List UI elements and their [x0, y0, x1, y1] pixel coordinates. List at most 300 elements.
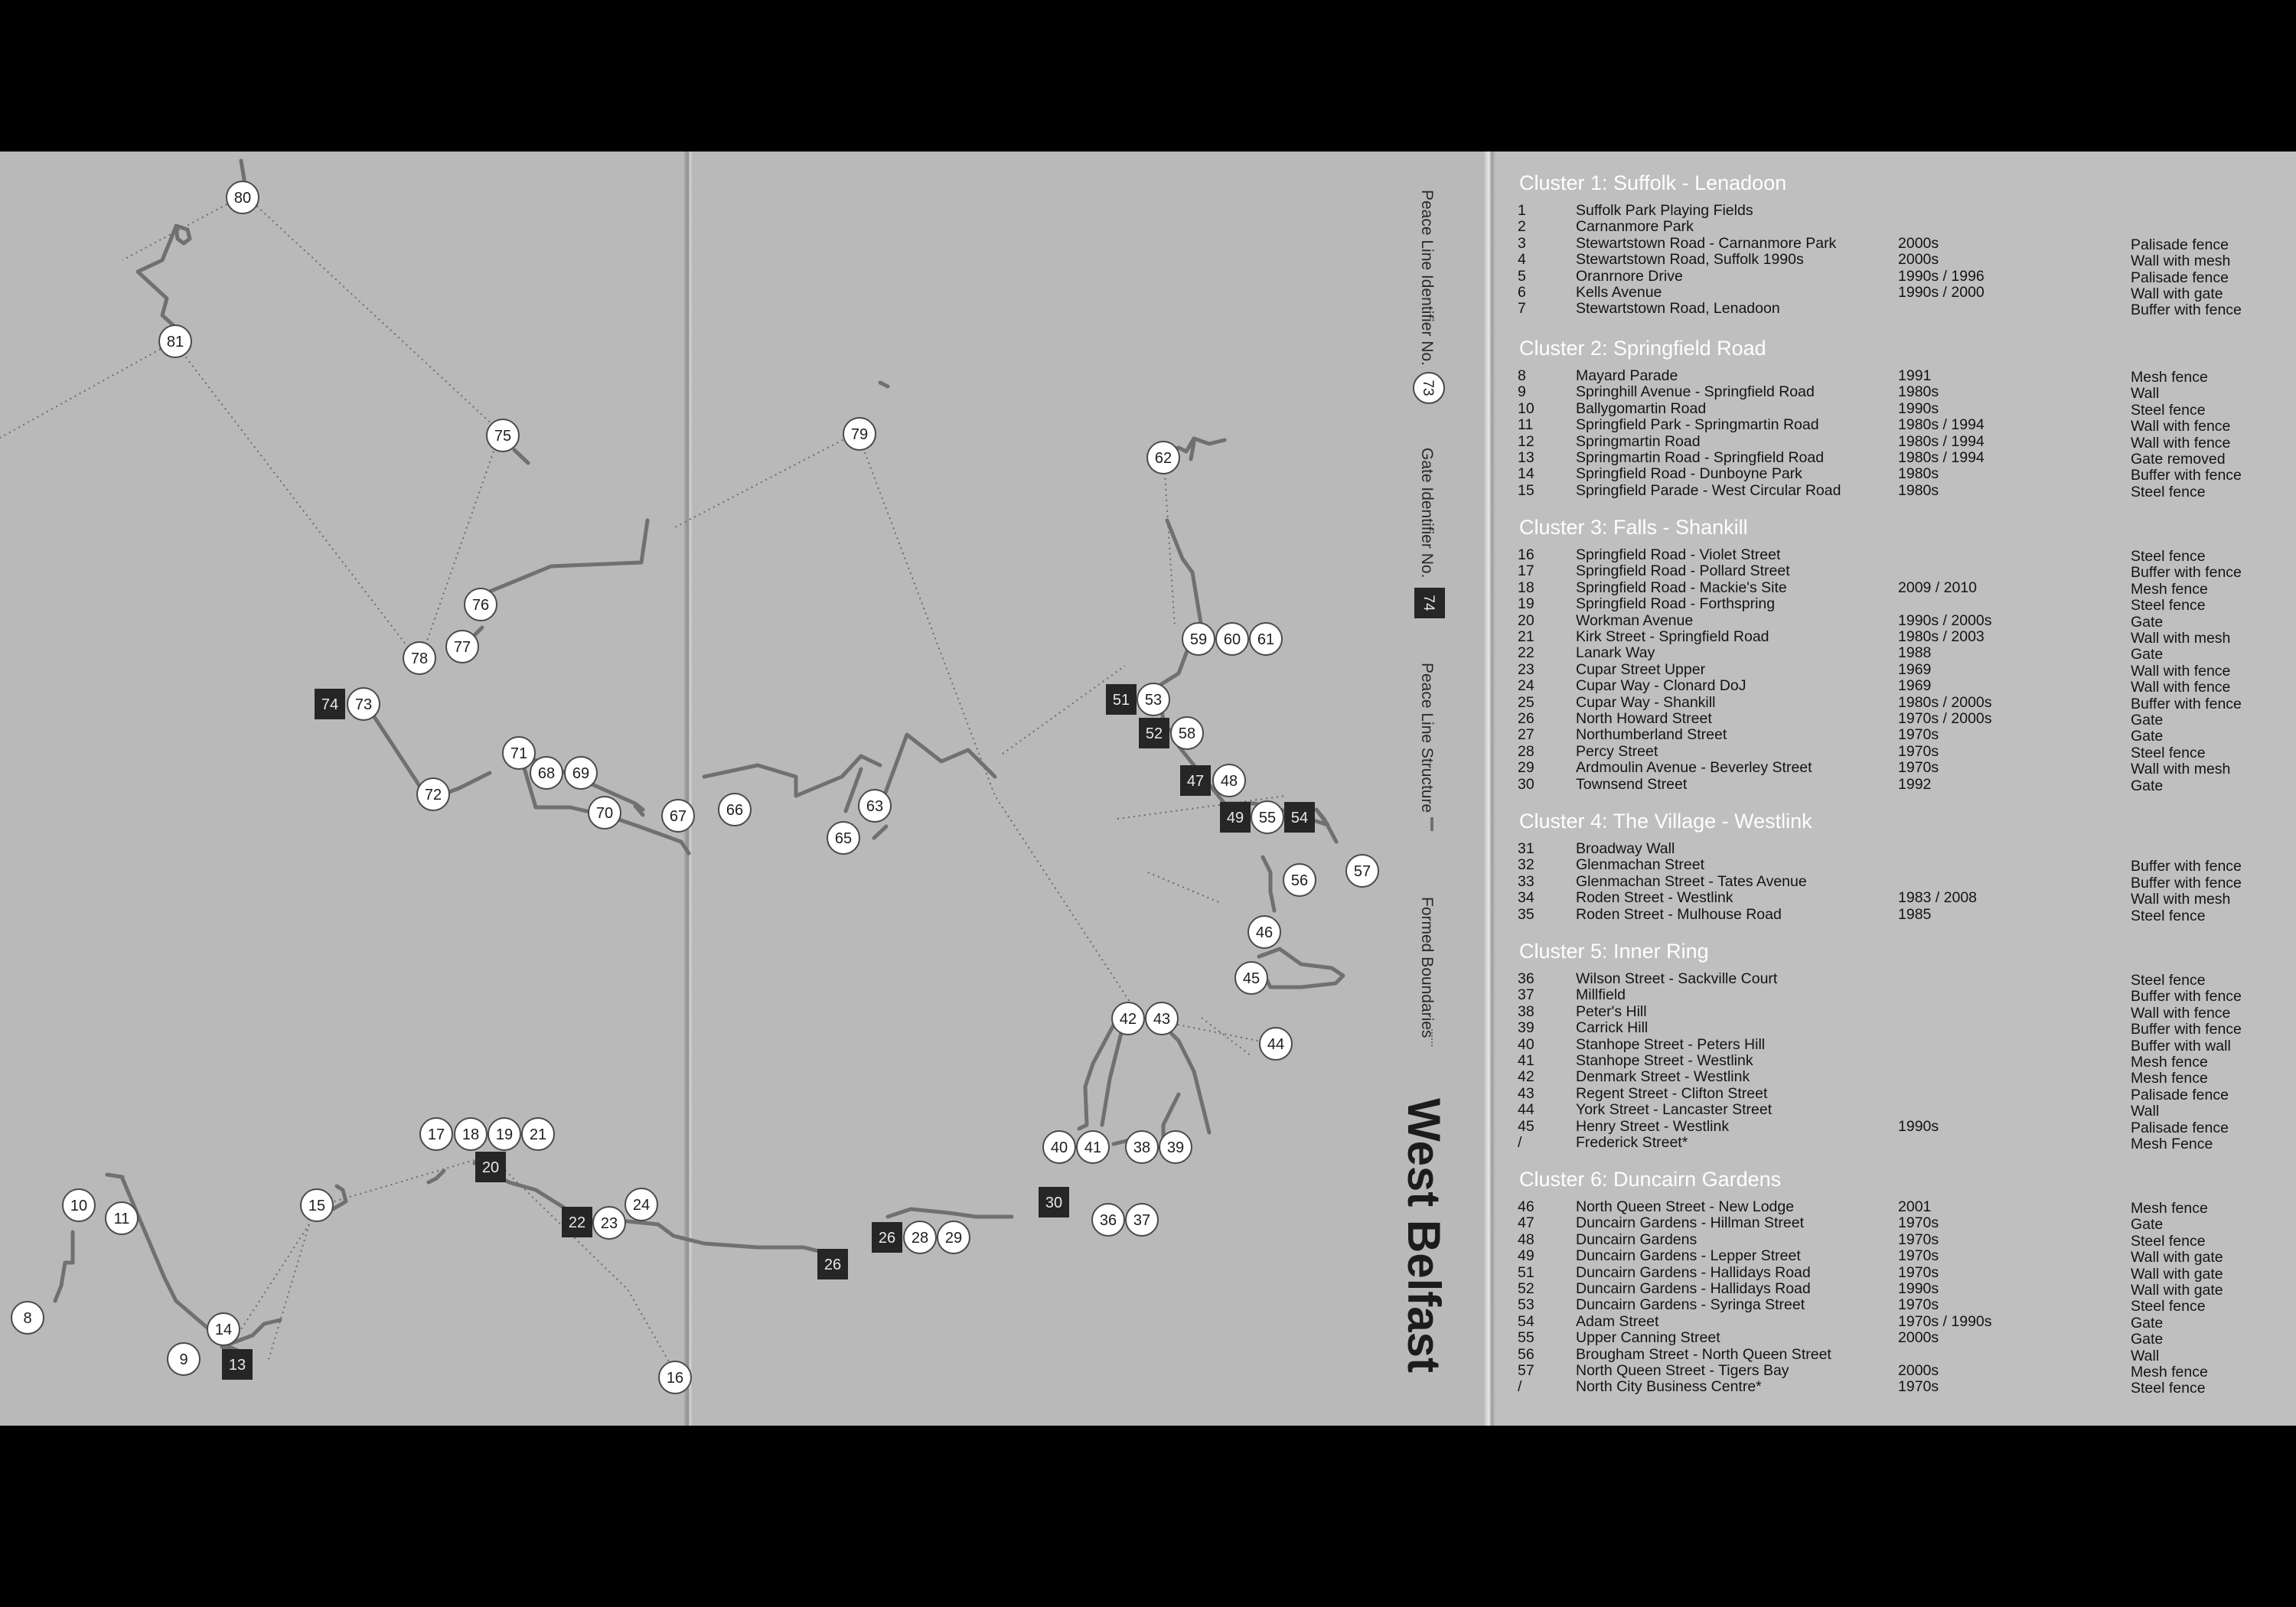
- legend-row-year: 1990s: [1898, 1117, 1939, 1135]
- legend-row-year: 1983 / 2008: [1898, 889, 1978, 907]
- legend-row-location: Cupar Street Upper: [1576, 660, 1706, 678]
- legend-row-location: Carnanmore Park: [1576, 218, 1694, 236]
- legend-row-location: Kirk Street - Springfield Road: [1576, 628, 1769, 645]
- legend-row-location: North Queen Street - New Lodge: [1576, 1198, 1795, 1215]
- peace-line-marker: [522, 1118, 554, 1150]
- legend-row-structure: Steel fence: [2131, 744, 2206, 761]
- key-formed-swatch: [1431, 1029, 1433, 1046]
- peace-line-marker-label: 15: [308, 1198, 326, 1214]
- legend-row-year: 1990s / 1996: [1898, 267, 1985, 285]
- legend-row-location: North Queen Street - Tigers Bay: [1576, 1362, 1789, 1379]
- legend-row-year: 1980s: [1898, 383, 1939, 401]
- legend-row-year: 1980s: [1898, 465, 1939, 483]
- gate-marker: [475, 1152, 506, 1182]
- legend-row-location: Springfield Park - Springmartin Road: [1576, 416, 1819, 434]
- legend-row-id: 42: [1518, 1068, 1534, 1086]
- legend-row-location: Duncairn Gardens - Hillman Street: [1576, 1214, 1805, 1232]
- legend-row-id: 30: [1518, 775, 1534, 793]
- key-peace-line-marker: [1412, 371, 1446, 405]
- legend-row-id: 34: [1518, 889, 1534, 907]
- legend-row-location: Roden Street - Mulhouse Road: [1576, 905, 1782, 923]
- legend-row-year: 1970s: [1898, 1378, 1939, 1396]
- legend-row-id: 47: [1518, 1214, 1534, 1232]
- legend-row-year: 1990s: [1898, 399, 1939, 417]
- peace-line-marker: [106, 1202, 138, 1234]
- legend-row-structure: Buffer with fence: [2131, 874, 2242, 892]
- legend-row-location: Glenmachan Street - Tates Avenue: [1576, 872, 1807, 890]
- legend-row-structure: Buffer with fence: [2131, 467, 2242, 484]
- peace-line-structures: [55, 161, 1343, 1353]
- legend-row-id: 38: [1518, 1002, 1534, 1020]
- legend-row-year: 1970s: [1898, 1214, 1939, 1232]
- peace-line-marker-label: 21: [529, 1126, 547, 1143]
- legend-row-id: 8: [1518, 367, 1526, 384]
- legend-row-location: Stewartstown Road - Carnanmore Park: [1576, 234, 1837, 252]
- peace-line-marker: [1077, 1131, 1109, 1163]
- peace-line-marker-label: 68: [537, 765, 556, 782]
- gate-marker: [1284, 802, 1315, 833]
- legend-row-year: 2000s: [1898, 251, 1939, 269]
- legend-row-location: Springfield Parade - West Circular Road: [1576, 481, 1841, 499]
- legend-row-structure: Gate: [2131, 1216, 2164, 1234]
- peace-line-marker-label: 14: [214, 1322, 233, 1338]
- legend-row-year: 1988: [1898, 644, 1932, 662]
- peace-line-marker: [227, 181, 259, 214]
- peace-line-marker: [904, 1221, 936, 1253]
- gate-marker-label: 26: [878, 1230, 896, 1247]
- legend-row-structure: Steel fence: [2131, 401, 2206, 419]
- peace-line-marker: [465, 588, 497, 621]
- peace-line-marker-label: 24: [632, 1197, 651, 1214]
- legend-row-structure: Wall with gate: [2131, 1265, 2223, 1283]
- key-structure-swatch: [1430, 817, 1433, 831]
- legend-row-location: Kells Avenue: [1576, 284, 1662, 301]
- legend-row-structure: Wall with fence: [2131, 662, 2231, 680]
- legend-row-location: Lanark Way: [1576, 644, 1655, 662]
- peace-line-marker: [625, 1188, 657, 1221]
- legend-row-location: Workman Avenue: [1576, 611, 1694, 629]
- legend-row-year: 1980s / 2000s: [1898, 693, 1992, 711]
- legend-row-structure: Buffer with fence: [2131, 988, 2242, 1006]
- gate-marker-label: 54: [1290, 810, 1309, 826]
- peace-line-marker: [63, 1189, 95, 1221]
- peace-line-marker-label: 72: [424, 787, 442, 804]
- peace-line-marker: [403, 642, 435, 674]
- map-markers: [11, 181, 1378, 1393]
- legend-row-structure: Buffer with fence: [2131, 564, 2242, 582]
- legend-row-year: 1970s / 2000s: [1898, 710, 1992, 727]
- gate-marker-label: 22: [568, 1214, 586, 1231]
- peace-line-marker: [1137, 683, 1169, 715]
- gate-marker: [1106, 684, 1137, 715]
- peace-line-marker: [207, 1313, 240, 1345]
- legend-row-year: 1970s: [1898, 1263, 1939, 1281]
- legend-row-structure: Steel fence: [2131, 597, 2206, 614]
- legend-row-location: Duncairn Gardens - Hallidays Road: [1576, 1280, 1811, 1297]
- legend-row-id: 1: [1518, 202, 1526, 219]
- legend-row-year: 2000s: [1898, 1362, 1939, 1379]
- legend-row-structure: Palisade fence: [2131, 236, 2229, 253]
- legend-row-structure: Wall with mesh: [2131, 630, 2231, 647]
- peace-line-marker-label: 69: [572, 765, 590, 782]
- legend-row-year: 1992: [1898, 775, 1932, 793]
- legend-row-structure: Gate: [2131, 1314, 2164, 1332]
- legend-row-structure: Steel fence: [2131, 1298, 2206, 1315]
- peace-line-marker: [662, 800, 694, 832]
- legend-row-id: /: [1518, 1134, 1522, 1151]
- legend-row-structure: Buffer with fence: [2131, 302, 2242, 319]
- legend-row-id: 31: [1518, 840, 1534, 857]
- legend-row-structure: Wall: [2131, 385, 2160, 403]
- legend-row-id: 5: [1518, 267, 1526, 285]
- peace-line-marker: [417, 778, 449, 810]
- legend-row-location: Duncairn Gardens - Hallidays Road: [1576, 1263, 1811, 1281]
- peace-line-marker-label: 44: [1267, 1036, 1285, 1053]
- legend-row-location: Percy Street: [1576, 742, 1658, 760]
- legend-row-location: Cupar Way - Shankill: [1576, 693, 1716, 711]
- peace-line-marker-label: 23: [600, 1215, 618, 1232]
- gate-marker: [562, 1207, 592, 1237]
- legend-row-structure: Steel fence: [2131, 1380, 2206, 1397]
- legend-row-id: 28: [1518, 742, 1534, 760]
- legend-row-structure: Palisade fence: [2131, 1086, 2229, 1103]
- legend-row-id: 2: [1518, 218, 1526, 236]
- peace-line-marker: [1171, 717, 1203, 749]
- legend-row-year: 1990s / 2000s: [1898, 611, 1992, 629]
- key-peace-line-identifier: Peace Line Identifier No.: [1418, 190, 1436, 366]
- legend-row-id: 22: [1518, 644, 1534, 662]
- legend-row-id: 12: [1518, 432, 1534, 450]
- legend-row-id: 57: [1518, 1362, 1534, 1379]
- peace-line-marker: [446, 631, 478, 663]
- legend-row-structure: Gate: [2131, 712, 2164, 729]
- legend-row-structure: Gate: [2131, 777, 2164, 794]
- peace-line-marker-label: 58: [1178, 725, 1196, 742]
- peace-line-marker-label: 59: [1189, 631, 1208, 648]
- peace-line-marker-label: 55: [1258, 810, 1277, 826]
- legend-row-structure: Mesh Fence: [2131, 1136, 2213, 1152]
- legend-row-location: Wilson Street - Sackville Court: [1576, 970, 1778, 987]
- legend-row-location: York Street - Lancaster Street: [1576, 1101, 1773, 1119]
- legend-row-structure: Mesh fence: [2131, 1364, 2208, 1380]
- legend-row-location: Duncairn Gardens: [1576, 1231, 1698, 1248]
- legend-row-year: 1990s: [1898, 1280, 1939, 1297]
- peace-line-marker: [455, 1118, 487, 1150]
- legend-row-location: Regent Street - Clifton Street: [1576, 1084, 1768, 1102]
- peace-line-marker-label: 48: [1220, 773, 1238, 790]
- legend-row-location: Ardmoulin Avenue - Beverley Street: [1576, 759, 1812, 777]
- legend-row-structure: Steel fence: [2131, 972, 2206, 989]
- peace-line-marker-label: 41: [1084, 1139, 1102, 1156]
- peace-line-marker-label: 75: [494, 428, 512, 445]
- peace-line-marker-label: 78: [410, 650, 429, 667]
- legend-row-id: 20: [1518, 611, 1534, 629]
- peace-line-marker: [1251, 801, 1283, 833]
- legend-row-location: Springhill Avenue - Springfield Road: [1576, 383, 1815, 401]
- peace-line-marker-label: 63: [866, 798, 884, 815]
- legend-row-location: Upper Canning Street: [1576, 1329, 1720, 1347]
- legend-row-location: Springfield Road - Pollard Street: [1576, 562, 1790, 580]
- key-gate-marker: [1414, 588, 1445, 618]
- legend-row-year: 1970s: [1898, 1296, 1939, 1314]
- legend-row-location: Northumberland Street: [1576, 726, 1727, 744]
- legend-row-id: 7: [1518, 300, 1526, 318]
- peace-line-marker: [1159, 1131, 1192, 1163]
- legend-row-year: 1980s / 2003: [1898, 628, 1985, 645]
- legend-row-structure: Palisade fence: [2131, 1119, 2229, 1136]
- gate-marker: [1139, 718, 1169, 748]
- gate-marker-label: 52: [1145, 725, 1163, 742]
- peace-line-marker-label: 18: [461, 1126, 480, 1143]
- gate-marker: [315, 689, 345, 719]
- gate-marker: [1039, 1187, 1069, 1217]
- legend-row-location: Henry Street - Westlink: [1576, 1117, 1730, 1135]
- legend-row-id: 54: [1518, 1312, 1534, 1330]
- legend-row-structure: Mesh fence: [2131, 1070, 2208, 1087]
- legend-row-year: 1991: [1898, 367, 1932, 384]
- peace-line-marker: [420, 1118, 452, 1150]
- legend-row-structure: Mesh fence: [2131, 580, 2208, 598]
- peace-line-marker-label: 28: [911, 1230, 929, 1247]
- legend-row-structure: Wall: [2131, 1103, 2160, 1120]
- legend-row-location: Suffolk Park Playing Fields: [1576, 202, 1753, 219]
- peace-line-marker-label: 38: [1133, 1139, 1151, 1156]
- legend-row-location: Brougham Street - North Queen Street: [1576, 1345, 1831, 1363]
- cluster-title: Cluster 1: Suffolk - Lenadoon: [1519, 171, 1787, 194]
- legend-row-year: 1970s: [1898, 726, 1939, 744]
- legend-row-year: 1970s: [1898, 1231, 1939, 1248]
- legend-row-location: Cupar Way - Clonard DoJ: [1576, 677, 1746, 695]
- legend-row-year: 1969: [1898, 660, 1932, 678]
- peace-line-marker-label: 56: [1290, 872, 1309, 889]
- legend-row-year: 1980s: [1898, 481, 1939, 499]
- legend-row-location: Springfield Road - Violet Street: [1576, 546, 1781, 563]
- peace-line-marker: [719, 794, 751, 826]
- cluster-title: Cluster 2: Springfield Road: [1519, 337, 1766, 360]
- legend-row-structure: Buffer with wall: [2131, 1037, 2231, 1054]
- legend-row-structure: Buffer with fence: [2131, 1021, 2242, 1038]
- legend-row-location: Springfield Road - Dunboyne Park: [1576, 465, 1802, 483]
- legend-row-id: 24: [1518, 677, 1534, 695]
- legend-row-structure: Wall with mesh: [2131, 761, 2231, 778]
- legend-row-structure: Wall with fence: [2131, 1004, 2231, 1022]
- peace-line-marker-label: 61: [1257, 631, 1275, 648]
- peace-line-marker-label: 81: [166, 334, 184, 350]
- legend-row-structure: Wall with fence: [2131, 679, 2231, 696]
- legend-row-id: 32: [1518, 856, 1534, 874]
- peace-line-marker: [589, 797, 621, 829]
- legend-row-id: /: [1518, 1378, 1522, 1396]
- legend-row-structure: Wall with mesh: [2131, 253, 2231, 270]
- legend-row-id: 52: [1518, 1280, 1534, 1297]
- peace-line-marker-label: 29: [944, 1230, 963, 1247]
- key-gate-identifier: Gate Identifier No.: [1418, 448, 1436, 579]
- legend-row-structure: Buffer with fence: [2131, 858, 2242, 875]
- peace-line-marker: [565, 757, 597, 789]
- legend-row-location: Denmark Street - Westlink: [1576, 1068, 1750, 1086]
- legend-row-year: 2000s: [1898, 234, 1939, 252]
- legend-row-year: 1985: [1898, 905, 1932, 923]
- legend-row-id: 35: [1518, 905, 1534, 923]
- peace-line-marker: [938, 1221, 970, 1253]
- legend-row-structure: Gate: [2131, 613, 2164, 631]
- legend-row-id: 18: [1518, 579, 1534, 596]
- peace-line-marker: [301, 1189, 333, 1221]
- legend-row-year: 2009 / 2010: [1898, 579, 1978, 596]
- gate-marker-label: 20: [481, 1159, 500, 1176]
- peace-line-marker-label: 79: [850, 426, 869, 443]
- legend-row-location: Carrick Hill: [1576, 1019, 1649, 1037]
- legend-row-location: Mayard Parade: [1576, 367, 1678, 384]
- peace-line-marker-label: 17: [427, 1126, 445, 1143]
- peace-line-marker: [1043, 1131, 1075, 1163]
- legend-row-year: 1970s: [1898, 742, 1939, 760]
- peace-line-marker-label: 71: [510, 745, 528, 762]
- key-peace-line-marker-label: 73: [1420, 380, 1436, 396]
- legend-row-id: 10: [1518, 399, 1534, 417]
- peace-line-marker: [859, 790, 891, 822]
- legend-row-location: Stewartstown Road, Suffolk 1990s: [1576, 251, 1804, 269]
- legend-row-id: 27: [1518, 726, 1534, 744]
- legend-row-year: 1970s / 1990s: [1898, 1312, 1992, 1330]
- gate-marker-label: 30: [1045, 1195, 1063, 1211]
- legend-row-structure: Gate: [2131, 728, 2164, 745]
- peace-line-marker: [1146, 1002, 1178, 1035]
- legend-row-id: 44: [1518, 1101, 1534, 1119]
- legend-row-id: 37: [1518, 986, 1534, 1004]
- peace-line-marker-label: 39: [1166, 1139, 1185, 1156]
- peace-line-marker-label: 65: [834, 830, 853, 847]
- legend-row-year: 1970s: [1898, 1247, 1939, 1265]
- legend-row-year: 1969: [1898, 677, 1932, 695]
- legend-row-structure: Gate: [2131, 1331, 2164, 1348]
- legend-row-location: Duncairn Gardens - Syringa Street: [1576, 1296, 1805, 1314]
- peace-line-marker: [843, 418, 876, 450]
- legend-row-structure: Steel fence: [2131, 548, 2206, 565]
- peace-line-marker-label: 53: [1144, 692, 1163, 709]
- legend-row-id: 13: [1518, 449, 1534, 466]
- peace-line-marker-label: 80: [233, 190, 252, 207]
- legend-row-location: Stanhope Street - Westlink: [1576, 1052, 1753, 1069]
- legend-row-id: 25: [1518, 693, 1534, 711]
- legend-row-id: 39: [1518, 1019, 1534, 1037]
- legend-row-id: 26: [1518, 710, 1534, 727]
- legend-row-id: 55: [1518, 1329, 1534, 1347]
- legend-row-id: 16: [1518, 546, 1534, 563]
- legend-row-id: 6: [1518, 284, 1526, 301]
- peace-line-marker-label: 40: [1050, 1139, 1068, 1156]
- peace-line-marker: [1112, 1002, 1144, 1035]
- peace-line-marker: [487, 419, 519, 451]
- peace-line-marker-label: 43: [1153, 1011, 1171, 1028]
- legend-row-structure: Wall with fence: [2131, 418, 2231, 435]
- peace-line-marker-label: 36: [1099, 1212, 1117, 1229]
- legend-row-structure: Wall with gate: [2131, 1249, 2223, 1266]
- gate-marker: [817, 1249, 848, 1279]
- gate-marker-label: 26: [823, 1257, 842, 1273]
- peace-line-marker-label: 11: [113, 1211, 130, 1227]
- legend-row-location: Springmartin Road - Springfield Road: [1576, 449, 1825, 466]
- legend-row-id: 15: [1518, 481, 1534, 499]
- legend-row-id: 40: [1518, 1035, 1534, 1053]
- legend-row-year: 1980s / 1994: [1898, 449, 1985, 466]
- legend-row-location: Roden Street - Westlink: [1576, 889, 1733, 907]
- peace-line-marker: [1213, 764, 1245, 797]
- area-title: West Belfast: [1398, 1098, 1450, 1374]
- legend-row-id: 51: [1518, 1263, 1534, 1281]
- peace-line-marker-label: 57: [1353, 863, 1371, 880]
- legend-row-location: Stewartstown Road, Lenadoon: [1576, 300, 1780, 318]
- legend-row-location: Millfield: [1576, 986, 1626, 1004]
- legend-row-location: Duncairn Gardens - Lepper Street: [1576, 1247, 1801, 1265]
- legend-row-id: 17: [1518, 562, 1534, 580]
- legend-row-location: North City Business Centre*: [1576, 1378, 1762, 1396]
- key-peace-line-structure: Peace Line Structure: [1418, 663, 1436, 813]
- legend-row-id: 46: [1518, 1198, 1534, 1215]
- legend-row-location: Frederick Street*: [1576, 1134, 1688, 1151]
- peace-line-marker-label: 46: [1255, 924, 1274, 941]
- legend-row-id: 41: [1518, 1052, 1534, 1069]
- legend-row-id: 23: [1518, 660, 1534, 678]
- peace-line-marker-label: 60: [1223, 631, 1241, 648]
- gate-marker-label: 51: [1112, 692, 1130, 709]
- peace-line-marker: [593, 1207, 625, 1239]
- legend-row-structure: Steel fence: [2131, 483, 2206, 500]
- peace-line-marker-label: 70: [595, 805, 614, 822]
- legend-row-location: Glenmachan Street: [1576, 856, 1705, 874]
- legend-row-structure: Wall with fence: [2131, 434, 2231, 451]
- peace-line-marker: [488, 1118, 520, 1150]
- legend-row-id: 33: [1518, 872, 1534, 890]
- gate-marker: [872, 1222, 902, 1253]
- legend-row-id: 4: [1518, 251, 1526, 269]
- legend-row-location: North Howard Street: [1576, 710, 1712, 727]
- peace-line-marker: [11, 1302, 44, 1334]
- peace-line-marker-label: 16: [666, 1370, 684, 1387]
- key-gate-marker-label: 74: [1420, 595, 1437, 611]
- legend-row-location: Adam Street: [1576, 1312, 1659, 1330]
- legend-row-id: 48: [1518, 1231, 1534, 1248]
- peace-line-marker: [168, 1343, 200, 1375]
- peace-line-marker: [1126, 1204, 1158, 1236]
- legend-row-location: Peter's Hill: [1576, 1002, 1647, 1020]
- peace-line-marker-label: 42: [1119, 1011, 1137, 1028]
- peace-line-marker: [1147, 442, 1179, 474]
- peace-line-marker-label: 62: [1154, 450, 1172, 467]
- peace-line-marker-label: 10: [70, 1198, 88, 1214]
- legend-row-location: Broadway Wall: [1576, 840, 1675, 857]
- peace-line-marker: [1248, 916, 1280, 948]
- legend-row-structure: Gate: [2131, 646, 2164, 663]
- gate-marker-label: 49: [1226, 810, 1244, 826]
- legend-row-structure: Palisade fence: [2131, 269, 2229, 286]
- legend-row-id: 49: [1518, 1247, 1534, 1265]
- peace-line-marker: [503, 737, 535, 769]
- legend-row-id: 43: [1518, 1084, 1534, 1102]
- peace-line-marker: [827, 822, 859, 854]
- legend-row-year: 1990s / 2000: [1898, 284, 1985, 301]
- legend-row-structure: Wall: [2131, 1347, 2160, 1364]
- peace-line-marker-label: 8: [23, 1310, 32, 1327]
- legend-row-id: 53: [1518, 1296, 1534, 1314]
- peace-line-marker: [1283, 864, 1316, 896]
- legend-row-location: Oranrnore Drive: [1576, 267, 1683, 285]
- peace-line-marker: [1346, 855, 1378, 887]
- peace-line-marker: [1182, 623, 1215, 655]
- peace-line-marker: [159, 325, 191, 357]
- peace-line-marker: [347, 688, 380, 720]
- legend-row-id: 9: [1518, 383, 1526, 401]
